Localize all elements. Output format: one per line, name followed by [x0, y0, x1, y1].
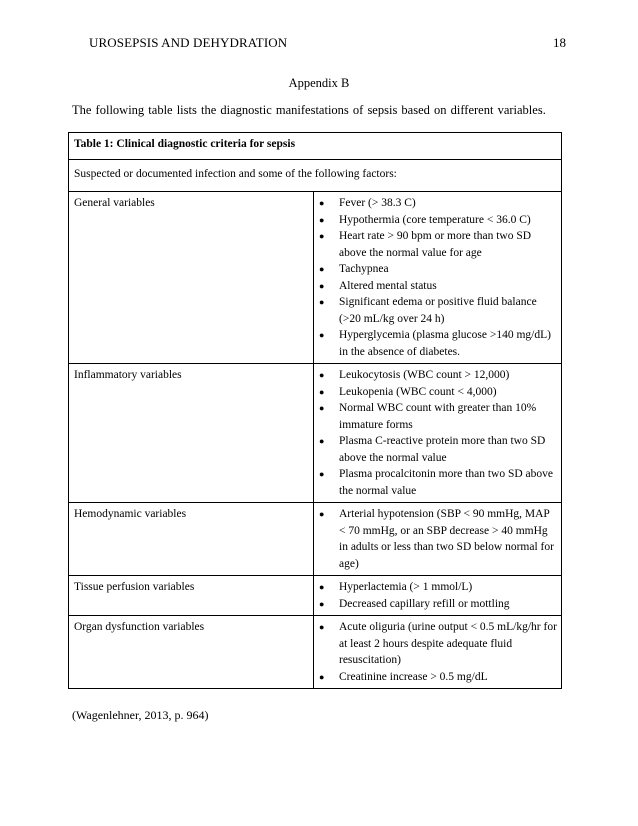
list-item — [319, 212, 557, 229]
bullet-icon: ● — [319, 297, 325, 307]
criteria-cell — [314, 364, 562, 503]
criteria-list — [319, 367, 557, 499]
criterion-text: Plasma procalcitonin more than two SD above the normal value — [339, 468, 553, 497]
variable-category: Tissue perfusion variables — [69, 576, 314, 616]
criterion-text: Significant edema or positive fluid balance (>20 mL/kg over 24 h) — [339, 296, 537, 325]
bullet-icon: ● — [319, 509, 325, 519]
criteria-cell — [314, 576, 562, 616]
list-item — [319, 579, 557, 596]
list-item — [319, 433, 557, 466]
criterion-text: Decreased capillary refill or mottling — [339, 597, 510, 610]
table-title: Table 1: Clinical diagnostic criteria for sepsis — [69, 133, 562, 160]
criterion-text: Acute oliguria (urine output < 0.5 mL/kg/hr for at least 2 hours despite adequate fluid resuscitation) — [339, 621, 557, 666]
criteria-list — [319, 579, 557, 612]
list-item — [319, 669, 557, 686]
list-item — [319, 506, 557, 572]
bullet-icon: ● — [319, 403, 325, 413]
list-item — [319, 400, 557, 433]
list-item — [319, 466, 557, 499]
variable-category: Organ dysfunction variables — [69, 616, 314, 689]
criterion-text: Leukopenia (WBC count < 4,000) — [339, 385, 497, 398]
bullet-icon: ● — [319, 671, 325, 682]
table-row — [69, 364, 562, 503]
criterion-text: Plasma C-reactive protein more than two SD above the normal value — [339, 435, 546, 464]
criterion-text: Leukocytosis (WBC count > 12,000) — [339, 369, 510, 381]
criterion-text: Normal WBC count with greater than 10% immature forms — [339, 402, 537, 431]
criterion-text: Creatinine increase > 0.5 mg/dL — [339, 670, 488, 683]
table-row — [69, 616, 562, 689]
criteria-cell — [314, 616, 562, 689]
list-item — [319, 327, 557, 360]
bullet-icon: ● — [319, 386, 325, 397]
table-subtitle: Suspected or documented infection and some of the following factors: — [69, 160, 562, 192]
criteria-list — [319, 195, 557, 360]
sepsis-criteria-table — [68, 132, 562, 689]
variable-category: Hemodynamic variables — [69, 503, 314, 576]
bullet-icon: ● — [319, 280, 325, 291]
list-item — [319, 195, 557, 212]
criteria-cell — [314, 503, 562, 576]
bullet-icon: ● — [319, 622, 325, 632]
bullet-icon: ● — [319, 598, 325, 609]
criterion-text: Arterial hypotension (SBP < 90 mmHg, MAP < 70 mmHg, or an SBP decrease > 40 mmHg in adults or less than two SD below normal for age) — [339, 508, 554, 570]
list-item — [319, 596, 557, 613]
table-row — [69, 503, 562, 576]
list-item — [319, 384, 557, 401]
appendix-title: Appendix B — [288, 76, 350, 90]
list-item — [319, 261, 557, 278]
criteria-cell — [314, 192, 562, 364]
bullet-icon: ● — [319, 231, 325, 241]
table-subtitle-row — [69, 160, 562, 192]
bullet-icon: ● — [319, 198, 325, 208]
intro-paragraph: The following table lists the diagnostic manifestations of sepsis based on different variables. — [72, 103, 546, 117]
page-number: 18 — [553, 35, 566, 50]
criterion-text: Hyperglycemia (plasma glucose >140 mg/dL) in the absence of diabetes. — [339, 329, 551, 358]
bullet-icon: ● — [319, 436, 325, 446]
variable-category: Inflammatory variables — [69, 364, 314, 503]
bullet-icon: ● — [319, 370, 325, 380]
criterion-text: Hypothermia (core temperature < 36.0 C) — [339, 213, 531, 226]
table-row — [69, 192, 562, 364]
variable-category: General variables — [69, 192, 314, 364]
bullet-icon: ● — [319, 264, 325, 274]
criterion-text: Hyperlactemia (> 1 mmol/L) — [339, 581, 473, 593]
citation: (Wagenlehner, 2013, p. 964) — [72, 708, 209, 722]
criterion-text: Altered mental status — [339, 279, 437, 292]
bullet-icon: ● — [319, 214, 325, 225]
bullet-icon: ● — [319, 582, 325, 592]
criterion-text: Heart rate > 90 bpm or more than two SD above the normal value for age — [339, 230, 532, 259]
bullet-icon: ● — [319, 330, 325, 340]
list-item — [319, 367, 557, 384]
list-item — [319, 294, 557, 327]
criterion-text: Fever (> 38.3 C) — [339, 197, 416, 209]
list-item — [319, 278, 557, 295]
list-item — [319, 619, 557, 669]
list-item — [319, 228, 557, 261]
running-head: UROSEPSIS AND DEHYDRATION — [89, 35, 288, 50]
table-row — [69, 576, 562, 616]
bullet-icon: ● — [319, 469, 325, 479]
criterion-text: Tachypnea — [339, 263, 389, 275]
criteria-list — [319, 619, 557, 685]
table-title-row — [69, 133, 562, 160]
criteria-list — [319, 506, 557, 572]
